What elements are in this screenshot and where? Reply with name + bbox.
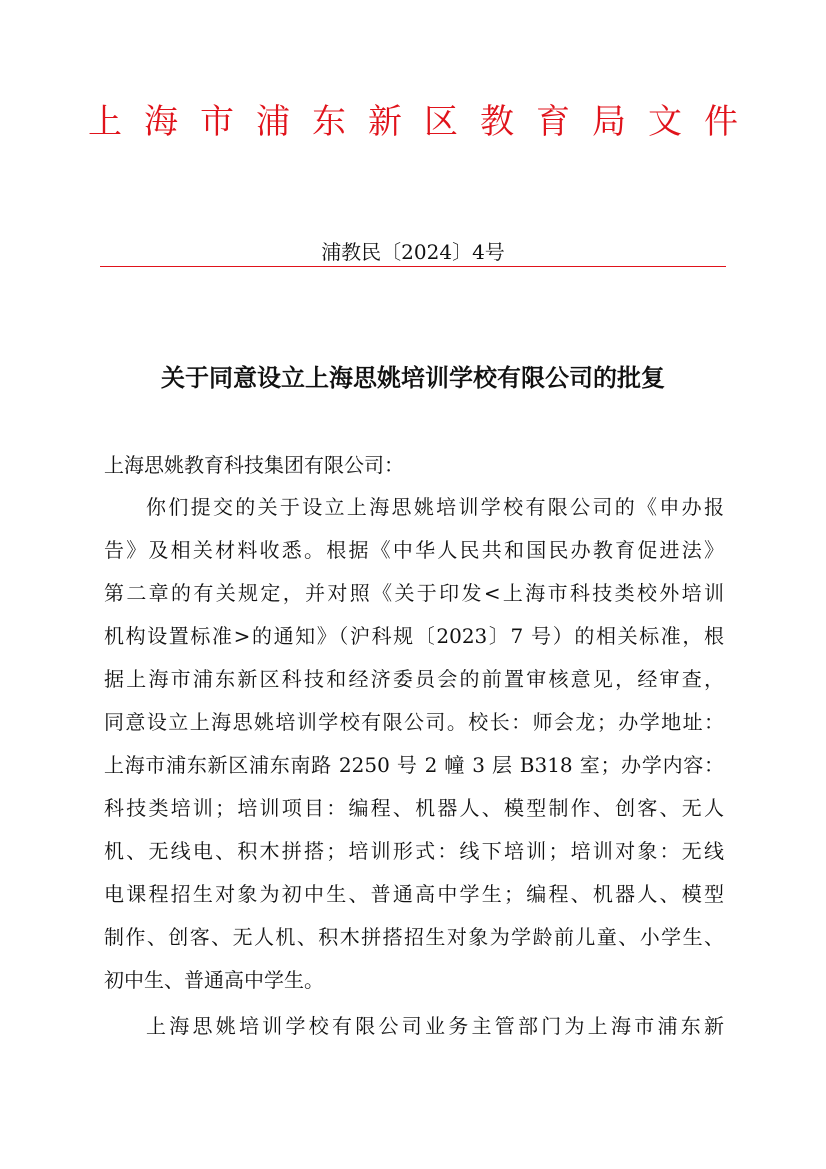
salutation: 上海思姚教育科技集团有限公司： <box>104 453 404 477</box>
paragraph-1-line: 机构设置标准>的通知》（沪科规〔2023〕7 号）的相关标准，根 <box>104 624 724 648</box>
paragraph-1-line: 科技类培训；培训项目：编程、机器人、模型制作、创客、无人 <box>104 796 724 820</box>
paragraph-1-line: 机、无线电、积木拼搭；培训形式：线下培训；培训对象：无线 <box>104 839 724 863</box>
paragraph-1-line: 同意设立上海思姚培训学校有限公司。校长：师会龙；办学地址： <box>104 710 724 734</box>
red-divider <box>100 266 726 267</box>
paragraph-2-line: 上海思姚培训学校有限公司业务主管部门为上海市浦东新 <box>146 1014 724 1038</box>
paragraph-1-line: 上海市浦东新区浦东南路 2250 号 2 幢 3 层 B318 室；办学内容： <box>104 753 724 777</box>
paragraph-1-line: 第二章的有关规定，并对照《关于印发<上海市科技类校外培训 <box>104 581 724 605</box>
issuer-header: 上海市浦东新区教育局文件 <box>88 102 760 142</box>
paragraph-1-line: 告》及相关材料收悉。根据《中华人民共和国民办教育促进法》 <box>104 538 724 562</box>
document-number: 浦教民〔2024〕4号 <box>321 240 505 264</box>
paragraph-1-line: 电课程招生对象为初中生、普通高中学生；编程、机器人、模型 <box>104 882 724 906</box>
paragraph-1-line: 制作、创客、无人机、积木拼搭招生对象为学龄前儿童、小学生、 <box>104 925 724 949</box>
document-title: 关于同意设立上海思姚培训学校有限公司的批复 <box>161 364 665 392</box>
paragraph-1-line: 据上海市浦东新区科技和经济委员会的前置审核意见，经审查， <box>104 667 724 691</box>
paragraph-1-line: 初中生、普通高中学生。 <box>104 968 324 992</box>
paragraph-1-line: 你们提交的关于设立上海思姚培训学校有限公司的《申办报 <box>146 495 724 519</box>
